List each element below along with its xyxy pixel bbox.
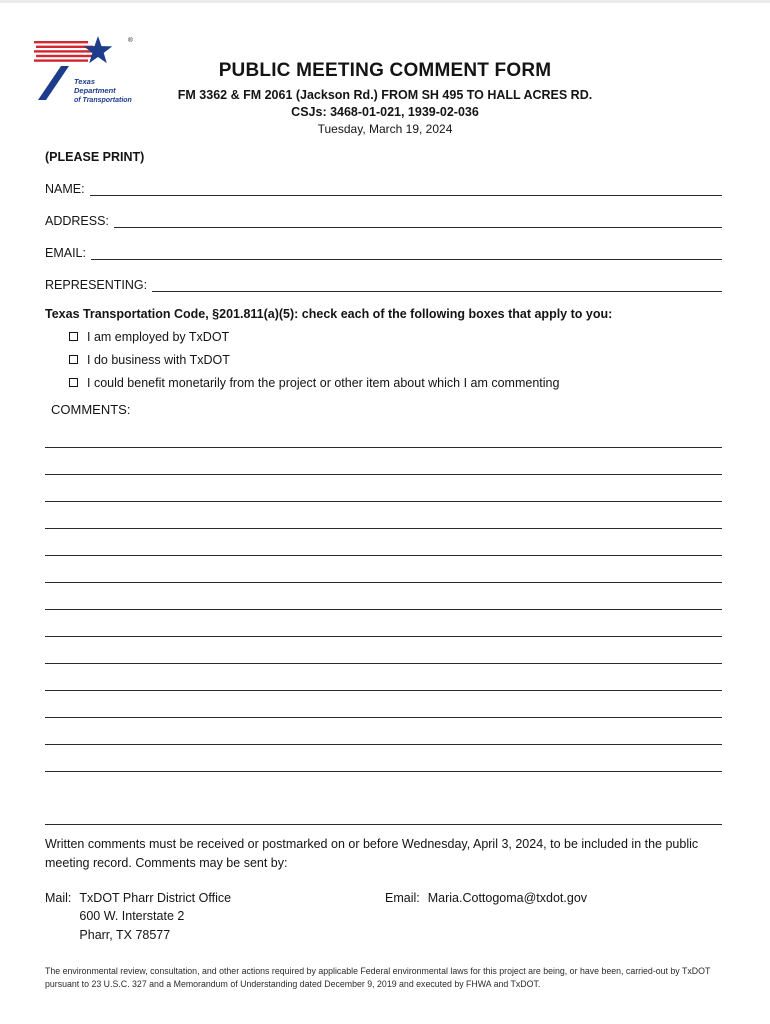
transportation-code-instruction: Texas Transportation Code, §201.811(a)(5): check each of the following boxes that apply to you: [45, 307, 613, 321]
csj-numbers: CSJs: 3468-01-021, 1939-02-036 [291, 105, 479, 119]
email-field-line[interactable] [91, 241, 722, 260]
page-top-edge [0, 0, 770, 3]
comment-line[interactable] [45, 529, 722, 556]
comment-line[interactable] [45, 610, 722, 637]
email-block [385, 889, 587, 945]
checkbox-business[interactable] [69, 355, 78, 364]
address-field-line[interactable] [114, 209, 722, 228]
checkbox-employed[interactable] [69, 332, 78, 341]
mail-block [45, 889, 385, 945]
comment-line[interactable] [45, 664, 722, 691]
comment-line[interactable] [45, 502, 722, 529]
mail-address-line2: 600 W. Interstate 2 [79, 909, 185, 924]
logo-text-line1: Texas [74, 77, 95, 86]
deadline-text: Written comments must be received or postmarked on or before Wednesday, April 3, 2024, to be included in the public meeting record. Comments may be sent by: [45, 837, 699, 870]
page-title: PUBLIC MEETING COMMENT FORM [218, 60, 552, 81]
name-field-line[interactable] [90, 177, 722, 196]
comment-line[interactable] [45, 745, 722, 772]
comments-label: COMMENTS: [51, 402, 131, 417]
comment-line[interactable] [45, 448, 722, 475]
name-field-label: NAME: [45, 182, 85, 196]
email-field-label: EMAIL: [45, 246, 86, 260]
email-address: Maria.Cottogoma@txdot.gov [427, 890, 588, 905]
flag-swoosh-icon [38, 66, 69, 100]
comment-line[interactable] [45, 798, 722, 825]
email-label: Email: [385, 890, 420, 905]
meeting-date: Tuesday, March 19, 2024 [317, 122, 453, 136]
checkbox-row-business [69, 352, 722, 367]
logo-text-line3: of Transportation [74, 97, 132, 104]
logo-text-line2: Department [74, 86, 116, 95]
comment-line[interactable] [45, 556, 722, 583]
checkbox-row-employed [69, 329, 722, 344]
checkbox-benefit-label: I could benefit monetarily from the project or other item about which I am commenting [87, 375, 560, 390]
environmental-fine-print: The environmental review, consultation, and other actions required by applicable Federal environmental laws for this project are being, or have been, carried-out by TxDOT pursuant to 23 U.S.C. 327 and a Memorandum of Understanding dated December 9, 2019 and executed by FHWA and TxDOT. [45, 965, 711, 989]
representing-field-line[interactable] [152, 273, 722, 292]
email-field-row [45, 241, 722, 260]
form-body [0, 150, 770, 990]
registered-mark: ® [128, 37, 133, 44]
star-icon [84, 36, 113, 63]
comment-line[interactable] [45, 583, 722, 610]
please-print-label: (PLEASE PRINT) [45, 150, 145, 164]
checkbox-row-benefit [69, 375, 722, 390]
mail-address [79, 889, 231, 945]
comment-line[interactable] [45, 718, 722, 745]
comment-line[interactable] [45, 475, 722, 502]
mail-label: Mail: [45, 890, 72, 905]
comment-line[interactable] [45, 421, 722, 448]
txdot-logo-icon [32, 34, 136, 108]
mail-address-line1: TxDOT Pharr District Office [79, 890, 232, 905]
checkbox-business-label: I do business with TxDOT [87, 352, 230, 367]
send-by-section [45, 889, 722, 945]
comment-line[interactable] [45, 637, 722, 664]
address-field-row [45, 209, 722, 228]
representing-field-label: REPRESENTING: [45, 278, 148, 292]
project-subtitle: FM 3362 & FM 2061 (Jackson Rd.) FROM SH 495 TO HALL ACRES RD. [177, 88, 593, 102]
mail-address-line3: Pharr, TX 78577 [79, 928, 171, 942]
speed-lines-icon [34, 41, 93, 62]
checkbox-employed-label: I am employed by TxDOT [87, 329, 230, 344]
comment-line[interactable] [45, 691, 722, 718]
checkbox-list [45, 329, 722, 390]
address-field-label: ADDRESS: [45, 214, 109, 228]
comment-lines [45, 421, 722, 825]
representing-field-row [45, 273, 722, 292]
name-field-row [45, 177, 722, 196]
checkbox-benefit[interactable] [69, 378, 78, 387]
